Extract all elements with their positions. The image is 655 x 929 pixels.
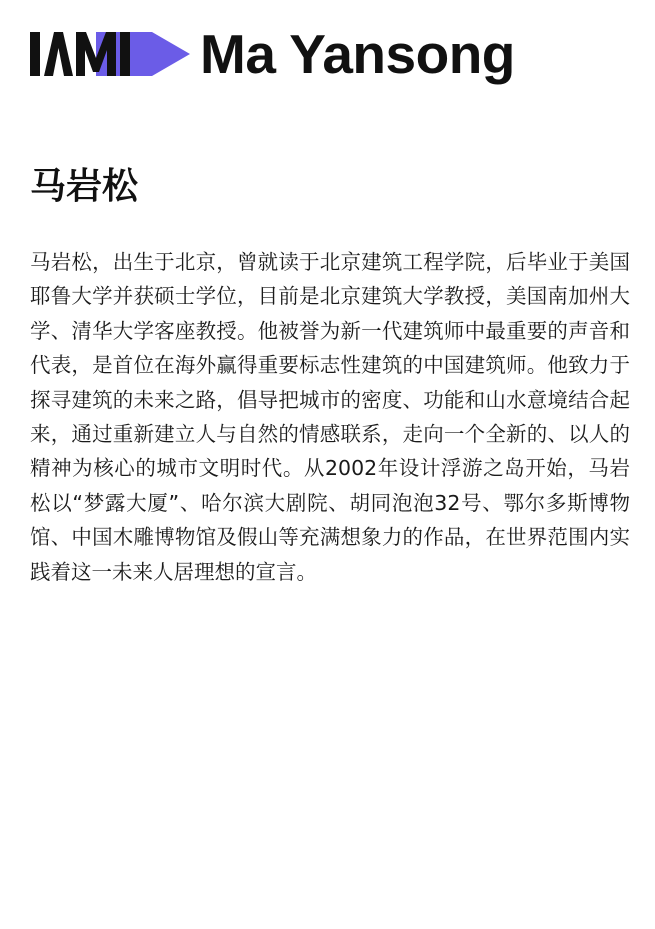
biography-paragraph: 马岩松，出生于北京，曾就读于北京建筑工程学院，后毕业于美国耶鲁大学并获硕士学位，目前是北京建筑大学教授，美国南加州大学、清华大学客座教授。他被誉为新一代建筑师中最重要的声音和代表，是首位在海外赢得重要标志性建筑的中国建筑师。他致力于探寻建筑的未来之路，倡导把城市的密度、功能和山水意境结合起来，通过重新建立人与自然的情感联系，走向一个全新的、以人的精神为核心的城市文明时代。从2002年设计浮游之岛开始，马岩松以“梦露大厦”、哈尔滨大剧院、胡同泡泡32号、鄂尔多斯博物馆、中国木雕博物馆及假山等充满想象力的作品，在世界范围内实践着这一未来人居理想的宣言。	[30, 250, 630, 584]
page-title: 马岩松	[30, 166, 139, 207]
iam-arrow-logo-icon	[30, 28, 190, 80]
brand-name: Ma Yansong	[200, 23, 515, 85]
page-header	[30, 24, 515, 84]
